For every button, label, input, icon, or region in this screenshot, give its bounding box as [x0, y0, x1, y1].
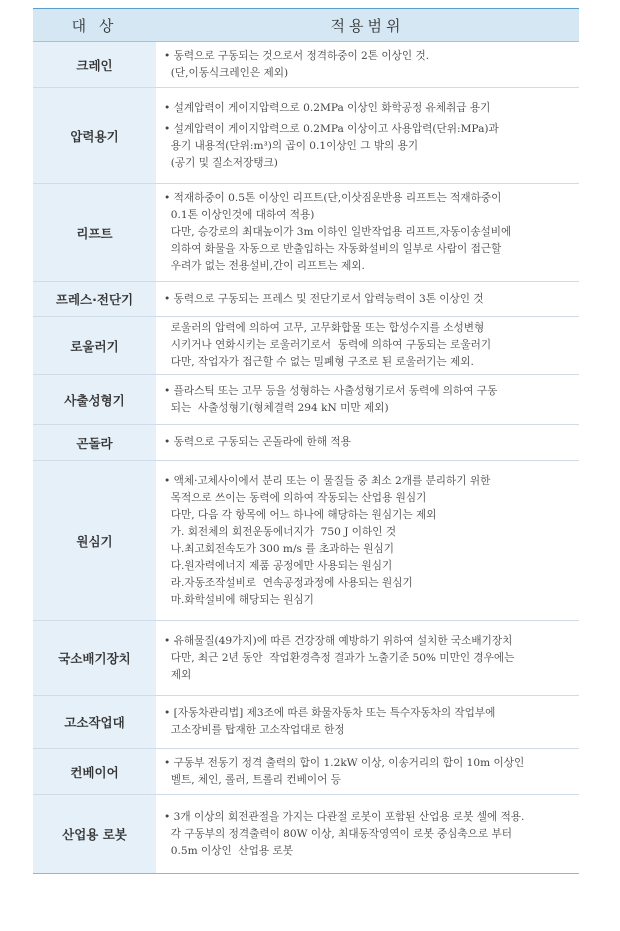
- scope-line: 다.원자력에너지 제품 공정에만 사용되는 원심기: [164, 559, 393, 572]
- table-row: [33, 88, 579, 184]
- scope-line: • 동력으로 구동되는 곤돌라에 한해 적용: [164, 436, 351, 448]
- row-scope: [156, 621, 579, 695]
- scope-line: 제외: [164, 668, 192, 681]
- scope-line: 다만, 최근 2년 동안 작업환경측정 결과가 노출기준 50% 미만인 경우에는: [164, 651, 515, 664]
- row-scope: [156, 42, 579, 87]
- row-target: 리프트: [33, 184, 156, 281]
- scope-line: 시키거나 연화시키는 로울러기로서 동력에 의하여 구동되는 로울러기: [164, 339, 492, 351]
- scope-line: 각 구동부의 정격출력이 80W 이상, 최대동작영역이 로봇 중심축으로 부터: [164, 827, 512, 840]
- scope-line: • 적재하중이 0.5톤 이상인 리프트(단,이삿짐운반용 리프트는 적재하중이: [164, 192, 502, 204]
- scope-line: • 설계압력이 게이지압력으로 0.2MPa 이상이고 사용압력(단위:MPa)과: [164, 122, 499, 135]
- row-scope: [156, 375, 579, 424]
- table-row: [33, 461, 579, 621]
- table-row: [33, 42, 579, 88]
- scope-line: 가. 회전체의 회전운동에너지가 750 J 이하인 것: [164, 525, 397, 538]
- row-scope: [156, 749, 579, 794]
- scope-line: • 설계압력이 게이지압력으로 0.2MPa 이상인 화학공정 유체취급 용기: [164, 101, 491, 114]
- row-target: 압력용기: [33, 88, 156, 183]
- table-row: [33, 425, 579, 461]
- row-scope: [156, 317, 579, 374]
- scope-line: 나.최고회전속도가 300 m/s 를 초과하는 원심기: [164, 542, 394, 555]
- scope-line: 다만, 작업자가 접근할 수 없는 밀폐형 구조로 된 로울러기는 제외.: [164, 356, 474, 368]
- row-target: 원심기: [33, 461, 156, 620]
- table-row: [33, 795, 579, 874]
- row-scope: [156, 282, 579, 316]
- table-row: [33, 375, 579, 425]
- table-row: [33, 317, 579, 375]
- scope-line: • 액체·고체사이에서 분리 또는 이 물질들 중 최소 2개를 분리하기 위한: [164, 474, 491, 487]
- row-target: 곤돌라: [33, 425, 156, 460]
- row-target: 산업용 로봇: [33, 795, 156, 873]
- scope-line: • [자동차관리법] 제3조에 따른 화물자동차 또는 특수자동차의 작업부에: [164, 707, 496, 719]
- scope-line: 용기 내용적(단위:m³)의 곱이 0.1이상인 그 밖의 용기: [164, 139, 419, 152]
- scope-line: 다만, 다음 각 항목에 어느 하나에 해당하는 원심기는 제외: [164, 508, 437, 521]
- scope-line: 의하여 화물을 자동으로 반출입하는 자동화설비의 일부로 사람이 접근할: [164, 243, 502, 255]
- row-scope: [156, 88, 579, 183]
- row-target: 컨베이어: [33, 749, 156, 794]
- scope-line: 벨트, 체인, 롤러, 트롤리 컨베이어 등: [164, 773, 341, 786]
- table-row: [33, 749, 579, 795]
- scope-line: 우려가 없는 전용설비,간이 리프트는 제외.: [164, 260, 365, 272]
- scope-line: 고소장비를 탑재한 고소작업대로 한정: [164, 724, 345, 736]
- scope-line: • 구동부 전동기 정격 출력의 합이 1.2kW 이상, 이송거리의 합이 10m 이상인: [164, 756, 525, 769]
- row-target: 로울러기: [33, 317, 156, 374]
- row-target: 프레스·전단기: [33, 282, 156, 316]
- table-body: [33, 42, 579, 874]
- scope-line: 마.화학설비에 해당되는 원심기: [164, 593, 314, 606]
- scope-line: • 유해물질(49가지)에 따른 건강장해 예방하기 위하여 설치한 국소배기장치: [164, 634, 513, 647]
- scope-line: • 동력으로 구동되는 것으로서 정격하중이 2톤 이상인 것.: [164, 49, 430, 62]
- scope-line: (공기 및 질소저장탱크): [164, 156, 278, 169]
- row-target: 크레인: [33, 42, 156, 87]
- header-scope: 적용범위: [330, 16, 405, 35]
- row-scope: [156, 795, 579, 873]
- scope-line: • 동력으로 구동되는 프레스 및 전단기로서 압력능력이 3톤 이상인 것: [164, 292, 484, 305]
- scope-line: 다만, 승강로의 최대높이가 3m 이하인 일반작업용 리프트,자동이송설비에: [164, 226, 512, 238]
- table-row: [33, 282, 579, 317]
- row-target: 국소배기장치: [33, 621, 156, 695]
- scope-line: 되는 사출성형기(형체결력 294 kN 미만 제외): [164, 401, 389, 414]
- row-scope: [156, 425, 579, 460]
- row-scope: [156, 461, 579, 620]
- scope-line: • 3개 이상의 회전관절을 가지는 다관절 로봇이 포함된 산업용 로봇 셀에 적용.: [164, 810, 525, 823]
- table-header: [33, 8, 579, 42]
- row-target: 고소작업대: [33, 696, 156, 748]
- scope-line: (단,이동식크레인은 제외): [164, 66, 289, 79]
- scope-line: 로울러의 압력에 의하여 고무, 고무화합물 또는 합성수지를 소성변형: [164, 322, 485, 334]
- scope-line: 0.5m 이상인 산업용 로봇: [164, 844, 293, 857]
- row-scope: [156, 184, 579, 281]
- scope-line: 목적으로 쓰이는 동력에 의하여 작동되는 산업용 원심기: [164, 491, 427, 504]
- row-scope: [156, 696, 579, 748]
- table-row: [33, 621, 579, 696]
- table-row: [33, 696, 579, 749]
- scope-line: 0.1톤 이상인것에 대하여 적용): [164, 209, 315, 221]
- scope-table: [33, 8, 579, 874]
- row-target: 사출성형기: [33, 375, 156, 424]
- header-target: 대 상: [71, 16, 118, 35]
- scope-line: • 플라스틱 또는 고무 등을 성형하는 사출성형기로서 동력에 의하여 구동: [164, 384, 498, 397]
- table-row: [33, 184, 579, 282]
- scope-line: 라.자동조작설비로 연속공정과정에 사용되는 원심기: [164, 576, 413, 589]
